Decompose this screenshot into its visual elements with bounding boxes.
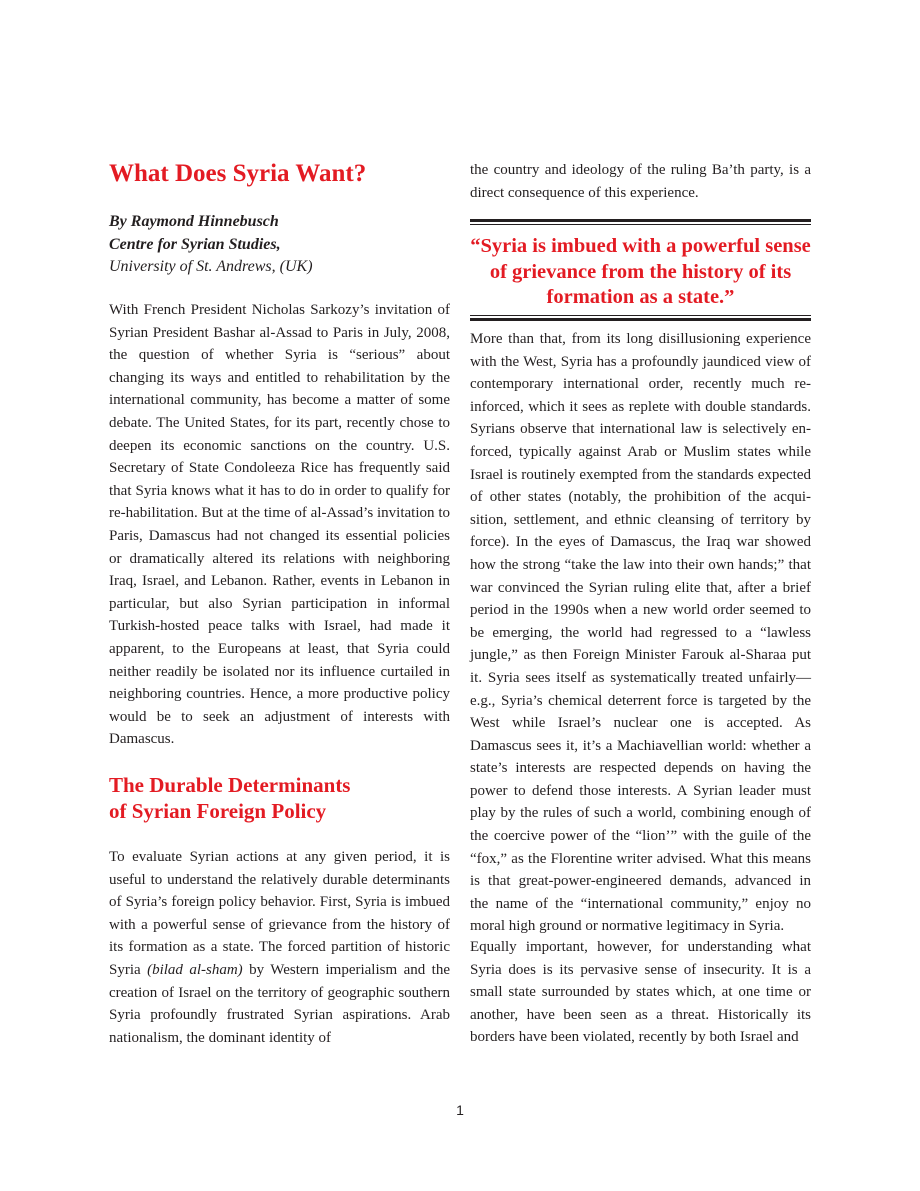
intro-paragraph: With French President Nicholas Sarkozy’s invitation of Syrian President Bashar al-Assad to Paris in July, 2008, the question of whether Syria is “serious” about changing its ways and entitled to rehabilitation by the international community, has become a matter of some debate. The United States, for its part, recently chose to deepen its economic sanctions on the country. U.S. Secretary of State Condoleeza Rice has frequently said that Syria knows what it has to do in order to qualify for re-habilitation. But at the time of al-Assad’s invitation to Paris, Damascus had not changed its essential policies or dramatically altered its relations with neighboring Iraq, Israel, and Lebanon. Rather, events in Lebanon in particular, but also Syrian participation in informal Turkish-hosted peace talks with Israel, had made it apparent, to the Europeans at least, that Syria could neither readily be isolated nor its influence curtailed in neighboring countries. Hence, a more productive policy would be to seek an adjustment of interests with Damascus. xyxy=(109,302,450,748)
section-paragraph-part2: by Western imperialism and the creation of Israel on the territory of geographic southern Syria profoundly frustrated Syrian aspirations. Arab nationalism, the dominant identity of xyxy=(109,961,450,1046)
pull-quote xyxy=(470,219,811,321)
article-title: What Does Syria Want? xyxy=(109,160,367,187)
section-paragraph xyxy=(109,846,450,1049)
byline-affiliation-1: Centre for Syrian Studies, xyxy=(109,235,281,253)
pull-quote-top-rule xyxy=(470,219,811,225)
insecurity-paragraph: Equally important, however, for understanding what Syria does is its pervasive sense of insecurity. It is a small state surrounded by states which, at one time or another, have been seen as a threat. Historically its borders have been violated, recently by both Israel and xyxy=(470,939,811,1046)
byline-author: By Raymond Hinnebusch xyxy=(109,213,279,230)
pull-quote-bottom-rule xyxy=(470,315,811,321)
page-number: 1 xyxy=(456,1102,464,1118)
section-heading-line2: of Syrian Foreign Policy xyxy=(109,799,327,823)
section-heading-line1: The Durable Determinants xyxy=(109,773,351,797)
byline-affiliation-2: University of St. Andrews, (UK) xyxy=(109,258,313,275)
section-paragraph-italic-term: (bilad al-sham) xyxy=(147,961,243,978)
byline xyxy=(109,211,313,279)
section-heading xyxy=(109,772,350,824)
section-paragraph-part1: To evaluate Syrian actions at any given period, it is useful to understand the relatively durable determinants of Syria’s foreign policy behavior. First, Syria is imbued with a powerful sense of grievance from the history of its formation as a state. The forced partition of historic Syria xyxy=(109,849,450,978)
pull-quote-text: “Syria is imbued with a powerful sense of grievance from the history of its formation as a state.” xyxy=(470,235,811,308)
international-order-paragraph: More than that, from its long disillusioning experience with the West, Syria has a profoundly jaundiced view of contemporary international order, recently much reinforced, which it sees as replete with double standards. Syrians observe that international law is selectively enforced, typically against Arab or Muslim states while Israel is routinely exempted from the standards expected of other states (notably, the prohibition of the acquisition, settlement, and ethnic cleansing of territory by force). In the eyes of Damascus, the Iraq war showed how the strong “take the law into their own hands;” that war convinced the Syrian ruling elite that, after a brief period in the 1990s when a new world order seemed to be emerging, the world had regressed to a “lawless jungle,” as then Foreign Minister Farouk al-Sharaa put it. Syria sees itself as systematically treated unfairly—e.g., Syria’s chemical deterrent force is targeted by the West while Israel’s nuclear one is accepted. As Damascus sees it, it’s a Machiavellian world: whether a state’s interests are respected depends on having the power to defend those interests. A Syrian leader must play by the rules of such a world, combining enough of the coercive power of the “lion’” with the guile of the “fox,” as the Florentine writer advised. What this means is that great-power-engineered demands, advanced in the name of the “international community,” enjoy no moral high ground or normative legitimacy in Syria. xyxy=(470,331,811,935)
continuation-paragraph: the country and ideology of the ruling Ba’th party, is a direct consequence of this experience. xyxy=(470,162,811,201)
